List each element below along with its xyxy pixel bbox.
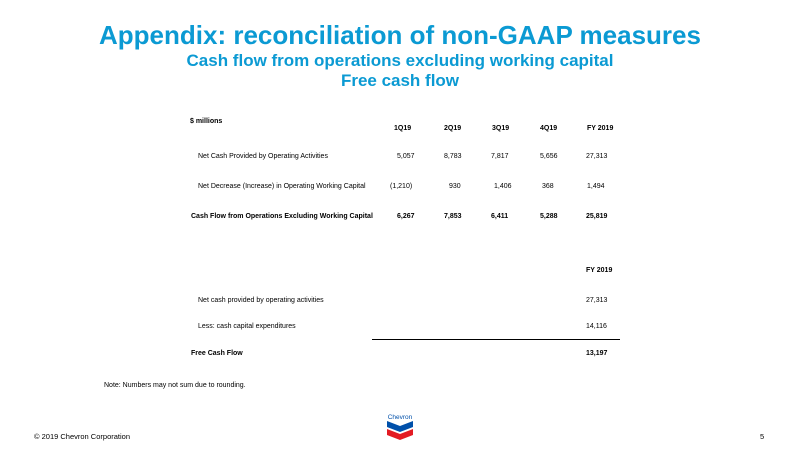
table-row-label: Less: cash capital expenditures [198, 323, 296, 330]
table-cell: 1,494 [587, 183, 605, 190]
table-cell: 6,411 [491, 213, 509, 220]
page-subtitle-1: Cash flow from operations excluding working capital [186, 51, 614, 70]
page-title: Appendix: reconciliation of non-GAAP measures [99, 20, 701, 50]
column-header-2q19: 2Q19 [444, 125, 462, 132]
table-row-label: Net Decrease (Increase) in Operating Working Capital [198, 183, 366, 190]
table-cell: 1,406 [494, 183, 512, 190]
table-cell: 25,819 [586, 213, 608, 220]
table-cell: 6,267 [397, 213, 415, 220]
table-cell: 7,853 [444, 213, 462, 220]
table-cell: 5,057 [397, 153, 415, 160]
column-header-1q19: 1Q19 [394, 125, 412, 132]
table-row-label: Free Cash Flow [191, 350, 243, 357]
rounding-note: Note: Numbers may not sum due to rounding. [104, 382, 246, 389]
page-number: 5 [760, 432, 765, 441]
table-cell: 8,783 [444, 153, 462, 160]
table-cell: 27,313 [586, 297, 608, 304]
table-row-label: Net Cash Provided by Operating Activities [198, 153, 328, 160]
column-header-4q19: 4Q19 [540, 125, 558, 132]
column-header-3q19: 3Q19 [492, 125, 510, 132]
column-header-fy2019: FY 2019 [586, 267, 613, 274]
logo-chevron-top [387, 421, 413, 432]
chevron-logo [383, 412, 417, 444]
page-subtitle-2: Free cash flow [340, 71, 460, 90]
table-row-label: Cash Flow from Operations Excluding Working Capital [191, 213, 373, 220]
logo-text: Chevron [387, 414, 413, 421]
table-cell: 930 [449, 183, 461, 190]
table-cell: 27,313 [586, 153, 608, 160]
table-cell: 5,288 [540, 213, 558, 220]
total-divider [372, 339, 620, 340]
table-cell: 13,197 [586, 350, 608, 357]
table-cell: 368 [542, 183, 554, 190]
column-header-fy2019: FY 2019 [587, 125, 614, 132]
table-cell: 7,817 [491, 153, 509, 160]
table-cell: 5,656 [540, 153, 558, 160]
copyright-text: © 2019 Chevron Corporation [34, 432, 130, 441]
unit-label: $ millions [190, 118, 223, 125]
table-cell: 14,116 [586, 323, 607, 330]
table-cell: (1,210) [390, 183, 413, 190]
table-row-label: Net cash provided by operating activities [198, 297, 324, 304]
